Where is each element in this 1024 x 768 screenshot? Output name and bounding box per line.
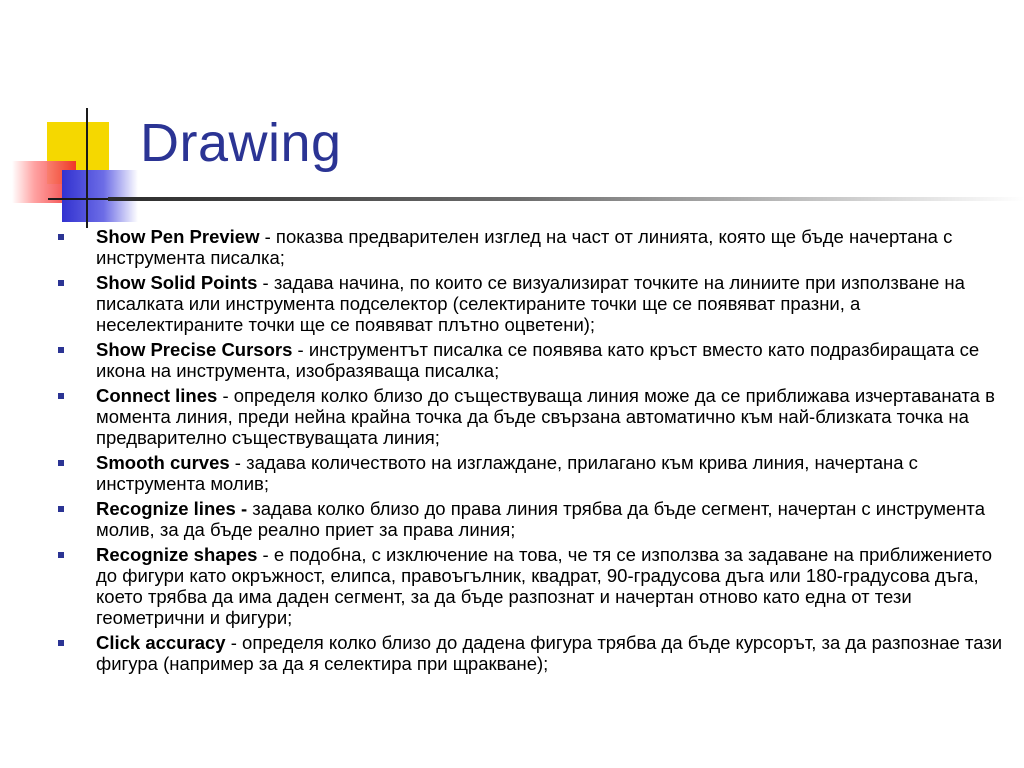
bullet-term: Smooth curves	[96, 452, 230, 473]
square-bullet-icon	[58, 640, 64, 646]
bullet-item	[52, 452, 1012, 494]
title-underline	[108, 197, 1024, 201]
bullet-text: - задава количеството на изглаждане, прилагано към крива линия, начертана с инструмента молив;	[96, 452, 918, 494]
vertical-line	[86, 108, 88, 228]
square-bullet-icon	[58, 393, 64, 399]
bullet-text: - задава начина, по които се визуализират точките на линиите при използване на писалката или инструмента подселектор (селектираните точки ще се появяват празни, а неселектираните точки ще се появяват плътно оцветени);	[96, 272, 965, 335]
square-bullet-icon	[58, 347, 64, 353]
bullet-term: Recognize shapes	[96, 544, 258, 565]
blue-gradient-square	[62, 170, 138, 222]
bullet-item	[52, 339, 1012, 381]
square-bullet-icon	[58, 280, 64, 286]
bullet-term: Show Solid Points	[96, 272, 258, 293]
square-bullet-icon	[58, 460, 64, 466]
bullet-text: - инструментът писалка се появява като кръст вместо като подразбиращата се икона на инструмента, изобразяваща писалка;	[96, 339, 980, 381]
bullet-item	[52, 498, 1012, 540]
bullet-term: Show Pen Preview	[96, 226, 260, 247]
square-bullet-icon	[58, 234, 64, 240]
square-bullet-icon	[58, 506, 64, 512]
bullet-item	[52, 226, 1012, 268]
slide-title: Drawing	[140, 113, 342, 173]
bullet-item	[52, 385, 1012, 448]
bullet-text: - определя колко близо до дадена фигура трябва да бъде курсорът, за да разпознае тази фигура (например за да я селектира при щракване);	[96, 632, 1003, 674]
bullet-item	[52, 272, 1012, 335]
bullet-text: - определя колко близо до съществуваща линия може да се приближава изчертаваната в момента линия, преди нейна крайна точка да бъде свързана автоматично към най-близката точка на предварително съществуващата линия;	[96, 385, 995, 448]
bullet-term: Show Precise Cursors	[96, 339, 293, 360]
bullet-item	[52, 544, 1012, 628]
bullet-text: - е подобна, с изключение на това, че тя се използва за задаване на приближението до фигури като окръжност, елипса, правоъгълник, квадрат, 90-градусова дъга или 180-градусова дъга, което трябва да има даден сегмент, за да бъде разпознат и начертан отново като една от тези геометрични и фигури;	[96, 544, 993, 628]
bullet-list	[52, 226, 1012, 678]
bullet-term: Click accuracy	[96, 632, 226, 653]
bullet-text: - показва предварителен изглед на част от линията, която ще бъде начертана с инструмента писалка;	[96, 226, 953, 268]
bullet-term: Recognize lines -	[96, 498, 248, 519]
bullet-text: задава колко близо до права линия трябва да бъде сегмент, начертан с инструмента молив, за да бъде реално приет за права линия;	[96, 498, 985, 540]
bullet-term: Connect lines	[96, 385, 218, 406]
square-bullet-icon	[58, 552, 64, 558]
bullet-item	[52, 632, 1012, 674]
decorative-squares-logo	[0, 0, 150, 230]
